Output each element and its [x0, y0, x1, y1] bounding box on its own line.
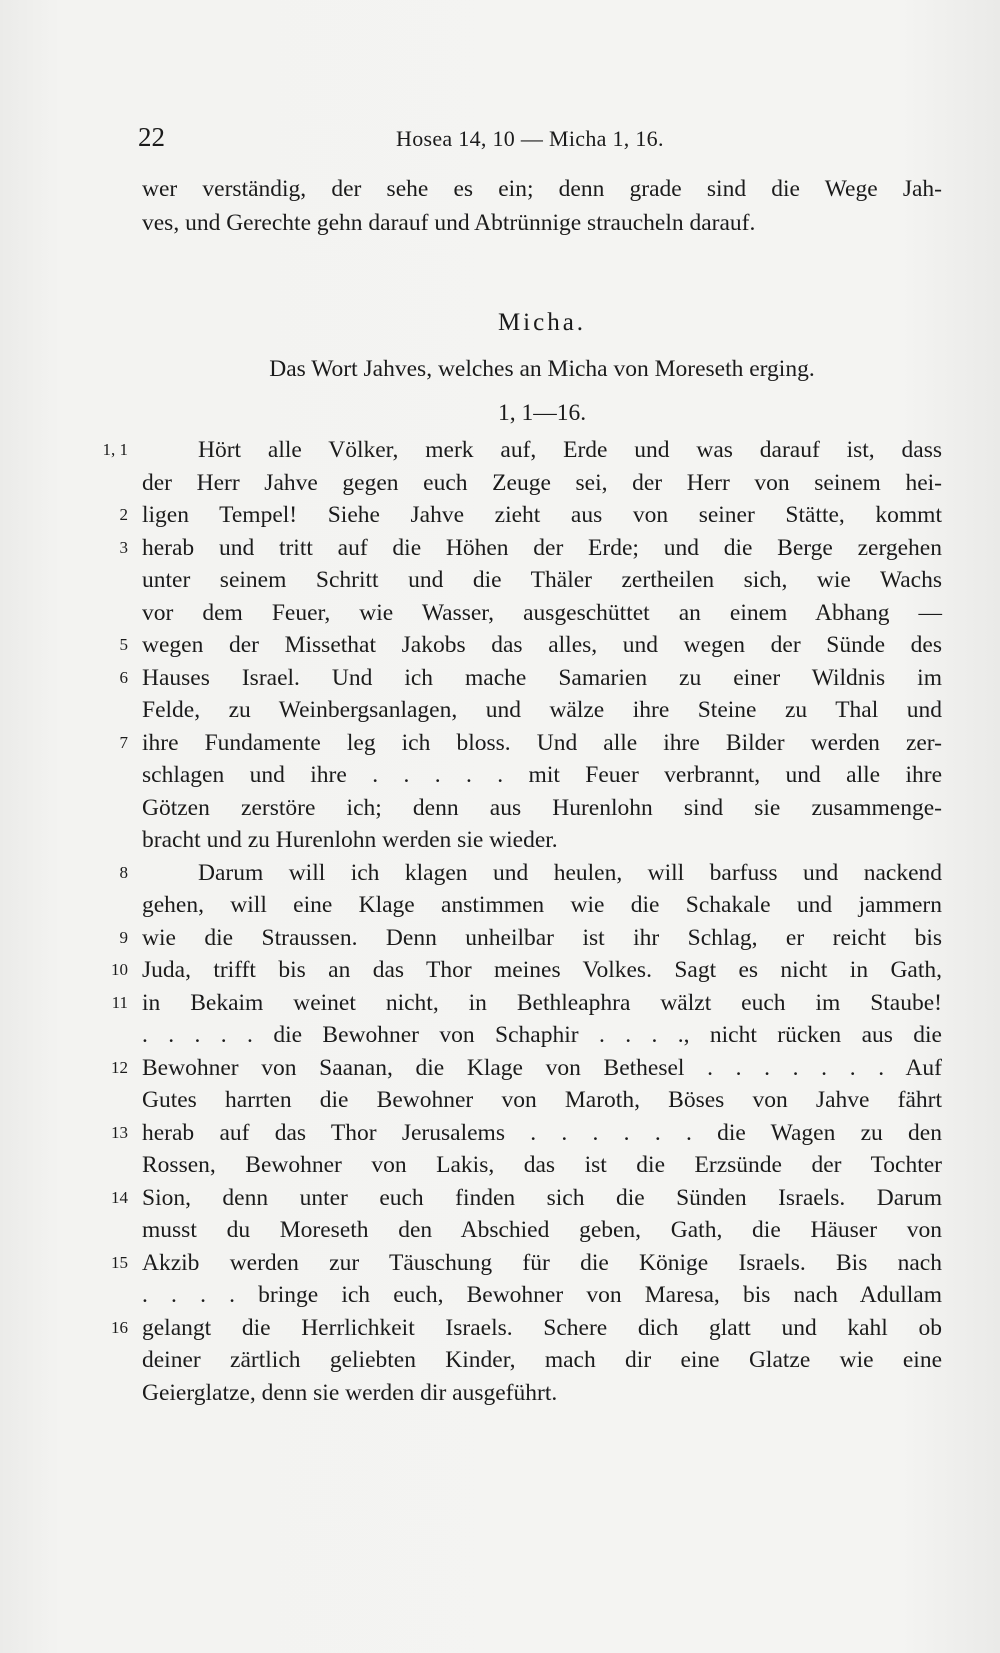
verse-number: 10 — [111, 960, 128, 979]
body-line: gelangt die Herrlichkeit Israels. Schere dich glatt und kahl ob — [142, 1314, 942, 1341]
verse-number: 14 — [111, 1187, 128, 1207]
verse-number: 11 — [111, 992, 128, 1012]
body-line: herab auf das Thor Jerusalems . . . . . . die Wagen zu den — [142, 1119, 942, 1146]
verse-number: 1, 1 — [102, 440, 128, 459]
body-line: Darum will ich klagen und heulen, will barfuss und nackend — [198, 859, 942, 886]
page-number: 22 — [138, 122, 165, 152]
verse-number: 8 — [119, 862, 128, 882]
body-line: deiner zärtlich geliebten Kinder, mach dir eine Glatze wie eine — [142, 1347, 942, 1373]
body-line: Sion, denn unter euch finden sich die Sünden Israels. Darum — [142, 1184, 942, 1211]
body-line: der Herr Jahve gegen euch Zeuge sei, der Herr von seinem hei- — [142, 469, 942, 496]
body-line: . . . . . die Bewohner von Schaphir . . . ., nicht rücken aus die — [142, 1022, 942, 1048]
book-title — [142, 306, 942, 340]
body-line: Juda, trifft bis an das Thor meines Volkes. Sagt es nicht in Gath, — [142, 957, 942, 983]
body-line: Götzen zerstöre ich; denn aus Hurenlohn sind sie zusammenge- — [142, 794, 942, 821]
verse-number: 9 — [119, 927, 128, 947]
body-line: wie die Straussen. Denn unheilbar ist ihr Schlag, er reicht bis — [142, 924, 942, 951]
body-line: Hauses Israel. Und ich mache Samarien zu einer Wildnis im — [142, 664, 942, 691]
section-heading: 1, 1—16. — [497, 400, 587, 426]
body-line: herab und tritt auf die Höhen der Erde; und die Berge zergehen — [142, 534, 942, 561]
body-line: Felde, zu Weinbergsanlagen, und wälze ihre Steine zu Thal und — [142, 697, 942, 723]
verse-number: 15 — [111, 1252, 128, 1272]
running-title: Hosea 14, 10 — Micha 1, 16. — [396, 126, 664, 151]
body-line: Bewohner von Saanan, die Klage von Bethesel . . . . . . . Auf — [142, 1054, 942, 1081]
body-line: ihre Fundamente leg ich bloss. Und alle ihre Bilder werden zer- — [142, 729, 942, 756]
book-title-text: Micha. — [497, 309, 587, 336]
verse-number: 12 — [111, 1057, 128, 1077]
body-line: Akzib werden zur Täuschung für die Könige Israels. Bis nach — [142, 1249, 942, 1276]
verse-number: 6 — [119, 667, 128, 687]
body-line: gehen, will eine Klage anstimmen wie die Schakale und jammern — [142, 892, 942, 918]
body-line: . . . . bringe ich euch, Bewohner von Maresa, bis nach Adullam — [142, 1282, 942, 1308]
body-line: musst du Moreseth den Abschied geben, Gath, die Häuser von — [142, 1217, 942, 1243]
intro-line: ves, und Gerechte gehn darauf und Abtrünnige straucheln darauf. — [142, 210, 756, 236]
body-line: bracht und zu Hurenlohn werden sie wieder. — [142, 827, 558, 853]
verse-number: 7 — [119, 732, 128, 752]
verse-number: 13 — [111, 1122, 128, 1142]
verse-number: 16 — [111, 1317, 128, 1337]
body-line: unter seinem Schritt und die Thäler zertheilen sich, wie Wachs — [142, 567, 942, 593]
body-line: wegen der Missethat Jakobs das alles, und wegen der Sünde des — [142, 632, 942, 658]
intro-line: wer verständig, der sehe es ein; denn grade sind die Wege Jah- — [142, 176, 942, 202]
verse-number: 3 — [119, 537, 128, 557]
superscription: Das Wort Jahves, welches an Micha von Moreseth erging. — [269, 356, 815, 382]
body-line: Hört alle Völker, merk auf, Erde und was darauf ist, dass — [198, 437, 942, 463]
body-line: vor dem Feuer, wie Wasser, ausgeschüttet an einem Abhang — — [142, 599, 942, 626]
body-line: Gutes harrten die Bewohner von Maroth, Böses von Jahve fährt — [142, 1087, 942, 1113]
body-line: in Bekaim weinet nicht, in Bethleaphra wälzt euch im Staube! — [142, 989, 942, 1016]
body-line: schlagen und ihre . . . . . mit Feuer verbrannt, und alle ihre — [142, 762, 942, 788]
body-line: Geierglatze, denn sie werden dir ausgeführt. — [142, 1379, 558, 1406]
verse-number: 5 — [119, 635, 128, 654]
body-line: Rossen, Bewohner von Lakis, das ist die Erzsünde der Tochter — [142, 1152, 942, 1178]
body-line: ligen Tempel! Siehe Jahve zieht aus von seiner Stätte, kommt — [142, 502, 942, 528]
running-header — [138, 122, 938, 156]
verse-number: 2 — [119, 505, 128, 524]
